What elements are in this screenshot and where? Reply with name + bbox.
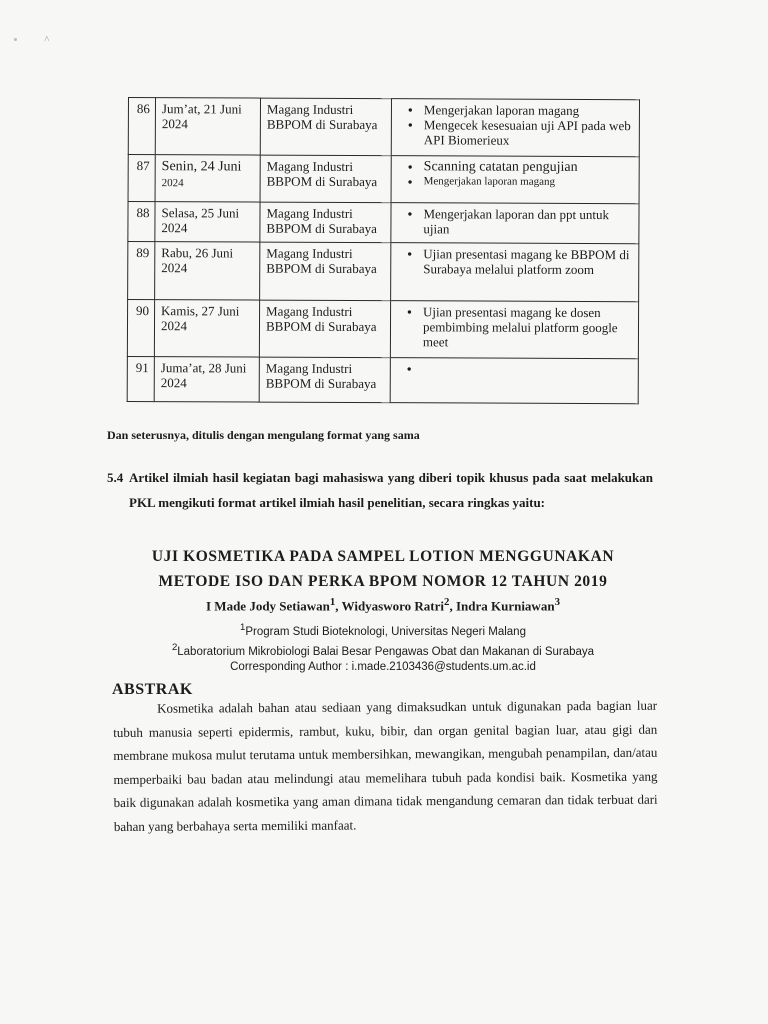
row-number: 91: [127, 356, 154, 401]
row-place: Magang Industri BBPOM di Surabaya: [260, 98, 391, 156]
row-date: [155, 155, 260, 202]
row-number: 89: [128, 242, 155, 300]
activity-item-empty: [407, 361, 634, 377]
row-date: Jum’at, 21 Juni 2024: [155, 98, 260, 155]
table-row: [128, 98, 639, 157]
section-number: 5.4: [107, 470, 124, 485]
table-row: [128, 155, 639, 204]
row-date-year: 2024: [161, 177, 184, 190]
activity-item: ● Mengerjakan laporan dan ppt untuk ujian: [407, 206, 634, 237]
row-number: 88: [128, 202, 155, 242]
activity-item: ● Mengecek kesesuaian uji API pada web API Biomerieux: [408, 117, 635, 148]
abstract-body: [113, 694, 658, 838]
abstract-heading: ABSTRAK: [112, 681, 193, 698]
affiliation-sup: 1: [240, 622, 246, 633]
corresponding-author: Corresponding Author : i.made.2103436@students.um.ac.id: [230, 660, 536, 673]
row-date: Kamis, 27 Juni 2024: [154, 300, 259, 357]
author-list: I Made Jody Setiawan$^1$, Widyasworo Ratri$^2$, Indra Kurniawan$^3$: [206, 596, 560, 614]
row-activities: [391, 203, 639, 244]
author-name: I Made Jody Setiawan: [206, 598, 330, 614]
row-place: Magang Industri BBPOM di Surabaya: [260, 242, 391, 301]
row-place: Magang Industri BBPOM di Surabaya: [260, 202, 391, 243]
row-activities: [391, 99, 639, 157]
row-place: Magang Industri BBPOM di Surabaya: [260, 155, 391, 203]
table-row: [128, 242, 639, 302]
author-name: Indra Kurniawan: [455, 598, 555, 614]
row-activities: [391, 243, 639, 302]
row-place: Magang Industri BBPOM di Surabaya: [259, 357, 390, 403]
format-note: Dan seterusnya, ditulis dengan mengulang format yang sama: [107, 428, 420, 442]
row-date: Juma’at, 28 Juni 2024: [154, 357, 259, 402]
table-row: [127, 356, 638, 403]
author-sup: 1: [329, 596, 336, 608]
article-title: [110, 544, 656, 594]
row-number: 90: [127, 300, 154, 357]
affiliation-text: Laboratorium Mikrobiologi Balai Besar Pengawas Obat dan Makanan di Surabaya: [177, 645, 595, 658]
affiliation-sup: 2: [171, 641, 178, 653]
author-sup: 3: [554, 596, 560, 608]
section-text: Artikel ilmiah hasil kegiatan bagi mahasiswa yang diberi topik khusus pada saat melakukan PKL mengikuti format artikel ilmiah hasil penelitian, secara ringkas yaitu:: [129, 470, 653, 510]
activity-item: ● Mengerjakan laporan magang: [408, 174, 635, 190]
activity-item: ● Scanning catatan pengujian: [408, 159, 635, 175]
row-activities: [390, 358, 638, 404]
scan-mark: ˄: [44, 34, 50, 45]
affiliations: [110, 620, 656, 675]
affiliation-line: [110, 640, 656, 660]
table-row: [127, 300, 638, 359]
row-place: Magang Industri BBPOM di Surabaya: [259, 300, 390, 358]
row-activities: [390, 301, 638, 359]
scan-speck: [14, 38, 17, 41]
row-date: Selasa, 25 Juni 2024: [155, 202, 260, 242]
section-5-4: [107, 465, 653, 515]
row-date-day: Senin, 24 Juni: [161, 159, 242, 175]
row-number: 87: [128, 155, 155, 202]
row-date: Rabu, 26 Juni 2024: [155, 242, 260, 300]
author-name: Widyasworo Ratri: [341, 598, 445, 614]
activity-item: ● Ujian presentasi magang ke BBPOM di Surabaya melalui platform zoom: [407, 246, 634, 277]
table-row: [128, 202, 639, 244]
article-title-line: METODE ISO DAN PERKA BPOM NOMOR 12 TAHUN 2019: [158, 573, 608, 590]
affiliation-text: Program Studi Bioteknologi, Universitas Negeri Malang: [245, 625, 526, 638]
author-sup: 2: [444, 596, 450, 608]
row-activities: [391, 156, 639, 204]
article-title-line: UJI KOSMETIKA PADA SAMPEL LOTION MENGGUNAKAN: [151, 548, 615, 565]
row-number: 86: [128, 98, 155, 155]
affiliation-line: [110, 620, 656, 640]
activity-item: ● Ujian presentasi magang ke dosen pembimbing melalui platform google meet: [407, 304, 634, 350]
abstract-paragraph: Kosmetika adalah bahan atau sediaan yang dimaksudkan untuk digunakan pada bagian luar tubuh manusia seperti epidermis, rambut, kuku, bibir, dan organ genital bagian luar, atau gigi dan membrane mukosa mulut terutama untuk membersihkan, mewangikan, mengubah penampilan, dan/atau memperbaiki bau badan atau melindungi atau memelihara tubuh pada kondisi baik. Kosmetika yang baik digunakan adalah kosmetika yang aman dimana tidak mengandung cemaran dan tidak terbuat dari bahan yang berbahaya serta memiliki manfaat.: [113, 697, 658, 834]
activity-log-table: [127, 97, 640, 404]
activity-item: ● Mengerjakan laporan magang: [408, 102, 635, 118]
